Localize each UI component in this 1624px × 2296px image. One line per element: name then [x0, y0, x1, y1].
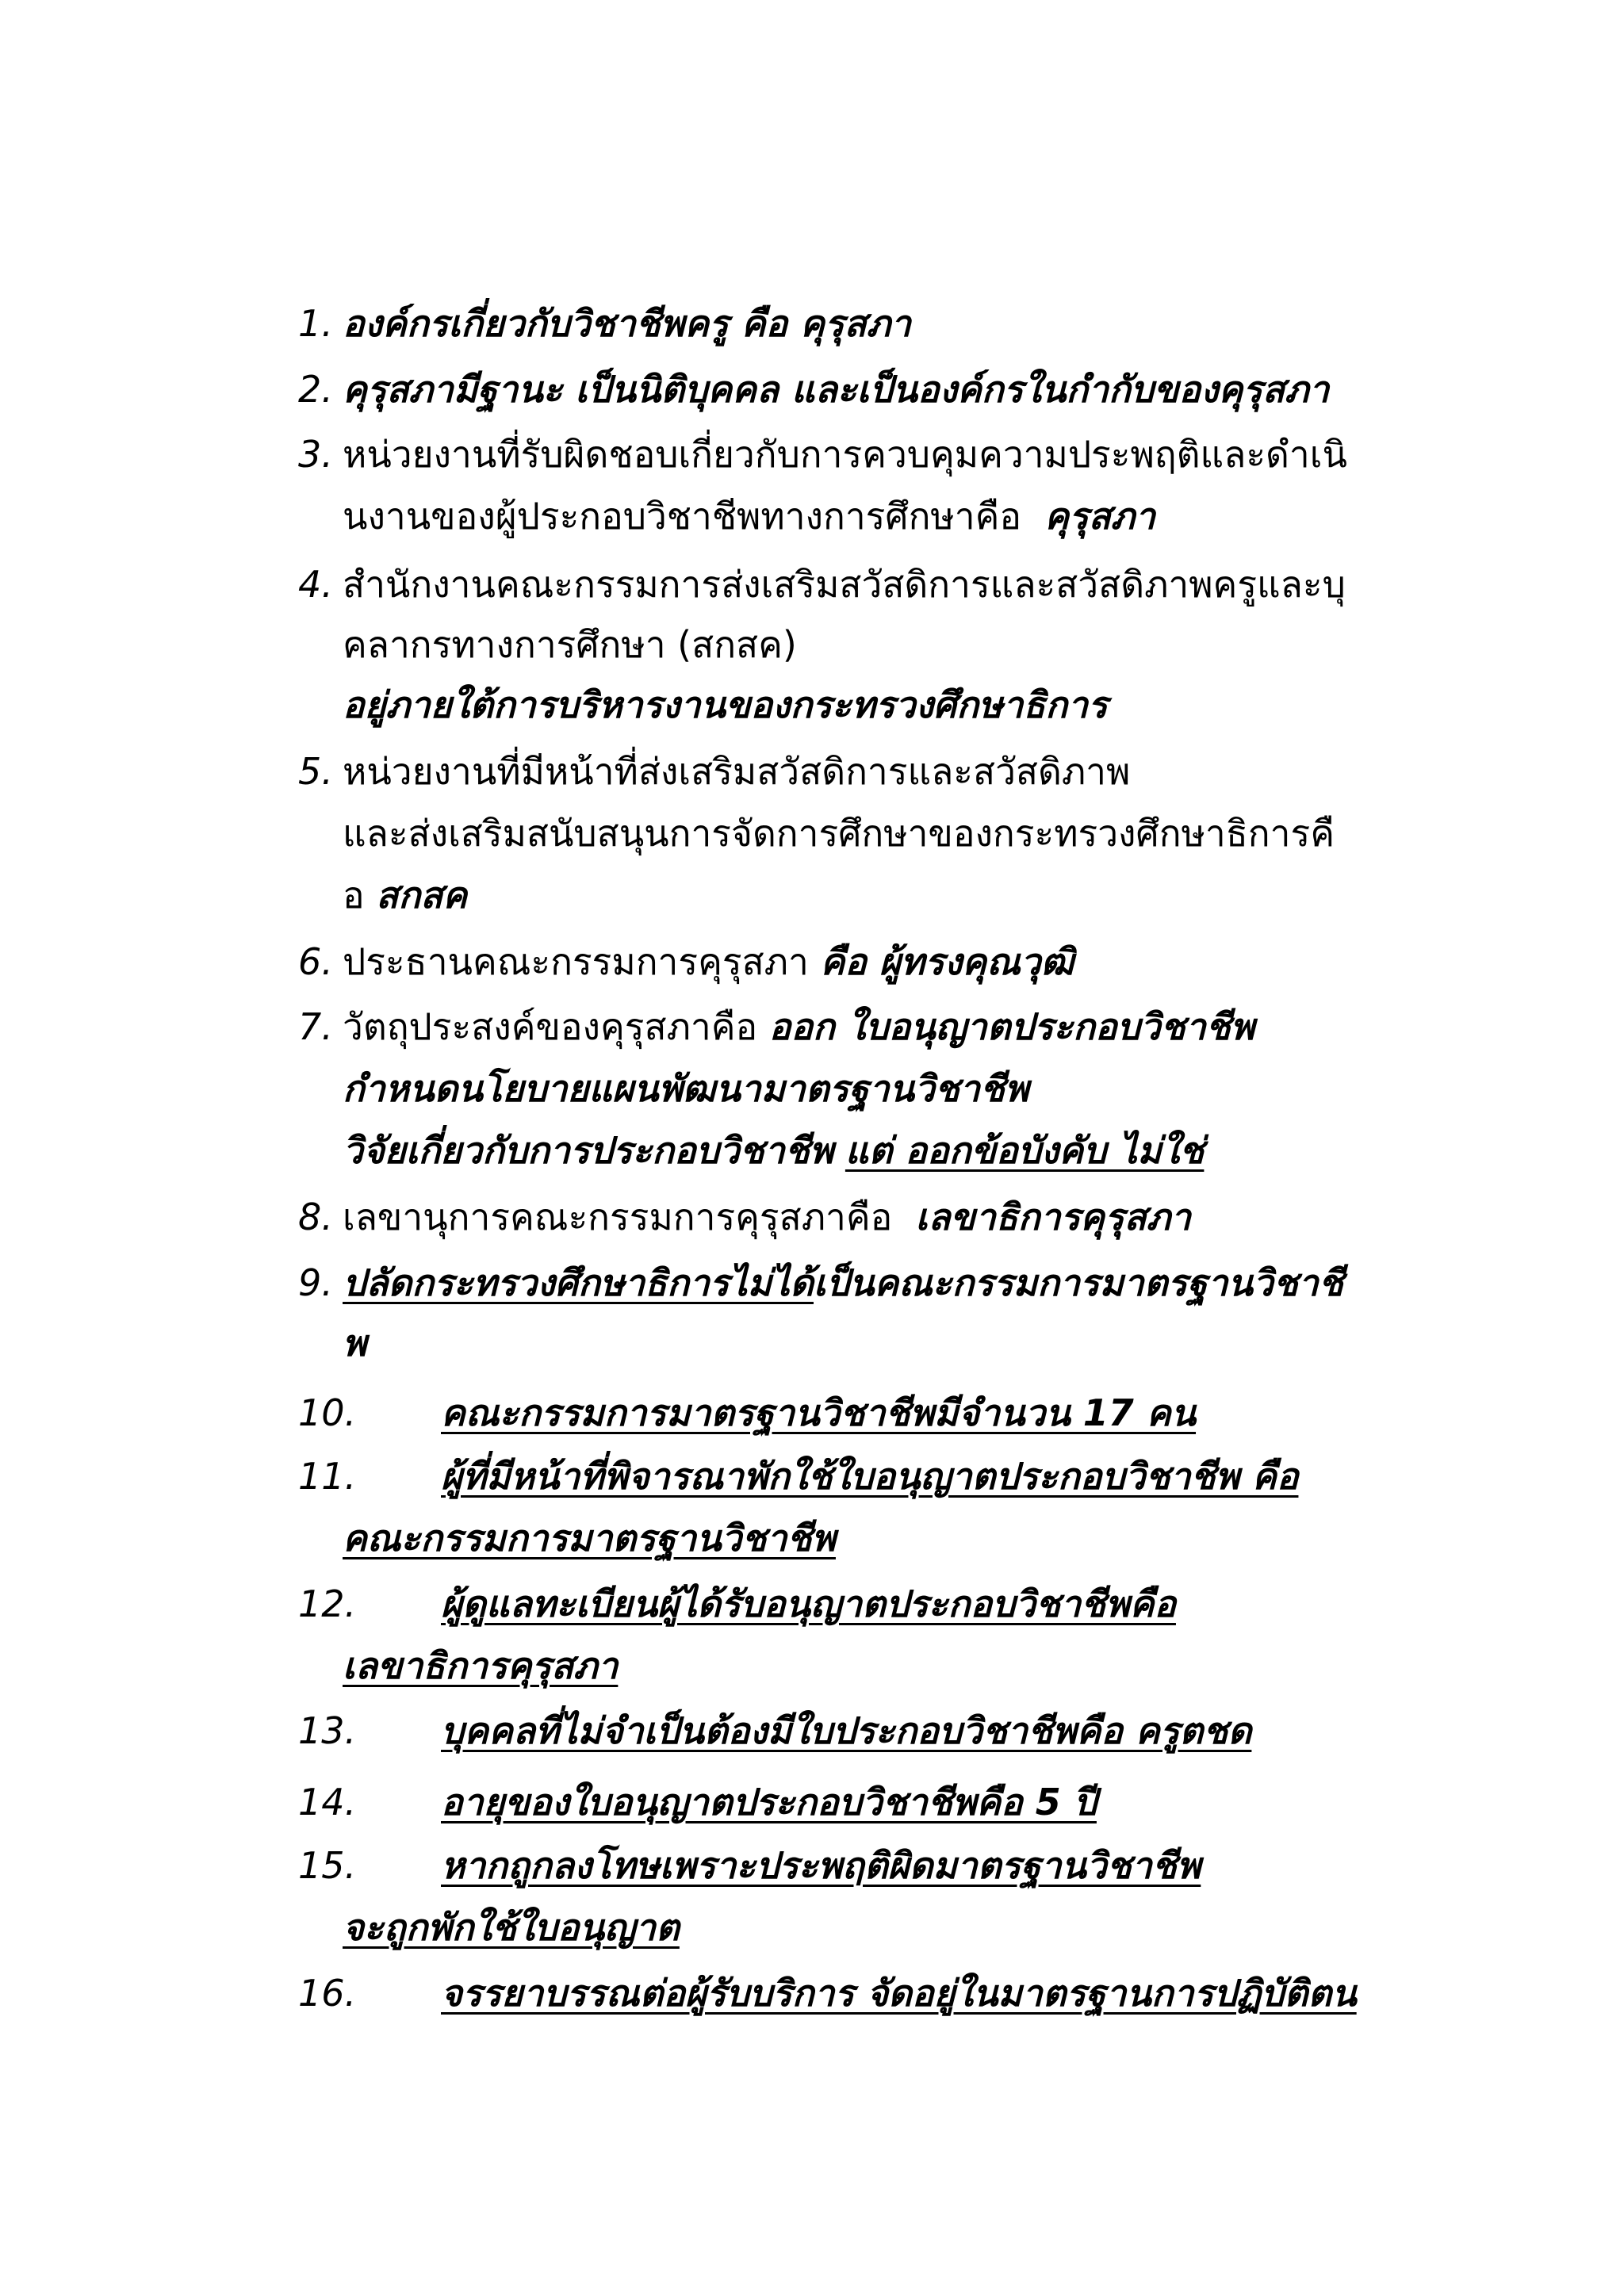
item-text: คณะกรรมการมาตรฐานวิชาชีพมีจำนวน 17 คน — [441, 1391, 1197, 1434]
item-answer: สกสค — [376, 874, 468, 916]
item-number: 13. — [298, 1709, 357, 1752]
item-answer: เป็นคณะกรรมการมาตรฐานวิชาชี — [813, 1261, 1343, 1304]
item-text: อายุของใบอนุญาตประกอบวิชาชีพคือ 5 ปี — [441, 1781, 1097, 1823]
item-text: นงานของผู้ประกอบวิชาชีพทางการศึกษาคือ — [343, 495, 1021, 538]
item-note: แต่ ออกข้อบังคับ ไม่ใช่ — [845, 1129, 1205, 1172]
item-text: เลขาธิการคุรุสภา — [343, 1644, 619, 1687]
item-answer: คือ ผู้ทรงคุณวุฒิ — [820, 940, 1074, 983]
item-number: 14. — [298, 1781, 357, 1823]
item-text: คณะกรรมการมาตรฐานวิชาชีพ — [343, 1517, 836, 1559]
item-answer: พ — [343, 1322, 367, 1364]
item-text: วัตถุประสงค์ของคุรุสภาคือ — [343, 1005, 758, 1048]
item-text: สำนักงานคณะกรรมการส่งเสริมสวัสดิการและสวัสดิภาพครูและบุ — [343, 563, 1346, 606]
item-text-line — [343, 995, 1254, 1058]
item-text-line — [343, 1119, 1204, 1182]
item-number: 10. — [298, 1391, 357, 1434]
item-number: 2. — [298, 368, 333, 411]
item-text: คุรุสภามีฐานะ เป็นนิติบุคคล และเป็นองค์กรในกำกับของคุรุสภา — [343, 368, 1330, 411]
item-number: 15. — [298, 1844, 357, 1887]
item-text: หน่วยงานที่รับผิดชอบเกี่ยวกับการควบคุมความประพฤติและดำเนิ — [343, 433, 1347, 476]
item-text: จรรยาบรรณต่อผู้รับบริการ จัดอยู่ในมาตรฐานการปฏิบัติตน — [441, 1972, 1357, 2015]
item-answer: วิจัยเกี่ยวกับการประกอบวิชาชีพ — [343, 1129, 834, 1172]
item-text-line — [343, 930, 1074, 993]
item-text: หน่วยงานที่มีหน้าที่ส่งเสริมสวัสดิการและสวัสดิภาพ — [343, 750, 1131, 793]
item-text: บุคคลที่ไม่จำเป็นต้องมีใบประกอบวิชาชีพคือ ครูตชด — [441, 1709, 1252, 1752]
item-text: เลขานุการคณะกรรมการคุรุสภาคือ — [343, 1196, 893, 1238]
item-number: 7. — [298, 1005, 333, 1048]
item-text: หากถูกลงโทษเพราะประพฤติผิดมาตรฐานวิชาชีพ — [441, 1844, 1201, 1887]
item-text: คลากรทางการศึกษา (สกสค) — [343, 623, 797, 666]
item-number: 9. — [298, 1261, 333, 1304]
item-number: 3. — [298, 433, 333, 476]
item-answer: เลขาธิการคุรุสภา — [915, 1196, 1191, 1238]
item-number: 16. — [298, 1972, 357, 2015]
item-number: 12. — [298, 1582, 357, 1625]
item-text: จะถูกพักใช้ใบอนุญาต — [343, 1906, 680, 1949]
item-number: 5. — [298, 750, 333, 793]
item-answer: กำหนดนโยบายแผนพัฒนามาตรฐานวิชาชีพ — [343, 1067, 1029, 1110]
item-text: ผู้ดูแลทะเบียนผู้ได้รับอนุญาตประกอบวิชาชีพคือ — [441, 1582, 1176, 1625]
item-number: 1. — [298, 302, 333, 345]
item-text: ประธานคณะกรรมการคุรุสภา — [343, 940, 809, 983]
item-text-line — [343, 484, 1155, 548]
item-text-line — [343, 1185, 1191, 1249]
item-number: 11. — [298, 1455, 357, 1498]
item-number: 6. — [298, 940, 333, 983]
item-answer: ออก ใบอนุญาตประกอบวิชาชีพ — [768, 1005, 1255, 1048]
item-text-line — [343, 1251, 1343, 1314]
item-answer: คุรุสภา — [1044, 495, 1155, 538]
item-number: 8. — [298, 1196, 333, 1238]
item-text: ผู้ที่มีหน้าที่พิจารณาพักใช้ใบอนุญาตประกอบวิชาชีพ คือ — [441, 1455, 1299, 1498]
item-text-line — [343, 863, 467, 927]
item-answer: อยู่ภายใต้การบริหารงานของกระทรวงศึกษาธิการ — [343, 683, 1108, 726]
item-text: อ — [343, 874, 365, 916]
item-text: และส่งเสริมสนับสนุนการจัดการศึกษาของกระทรวงศึกษาธิการคื — [343, 812, 1335, 855]
item-text: องค์กรเกี่ยวกับวิชาชีพครู คือ คุรุสภา — [343, 302, 911, 345]
item-number: 4. — [298, 563, 333, 606]
item-note: ปลัดกระทรวงศึกษาธิการไม่ได้ — [343, 1261, 814, 1304]
